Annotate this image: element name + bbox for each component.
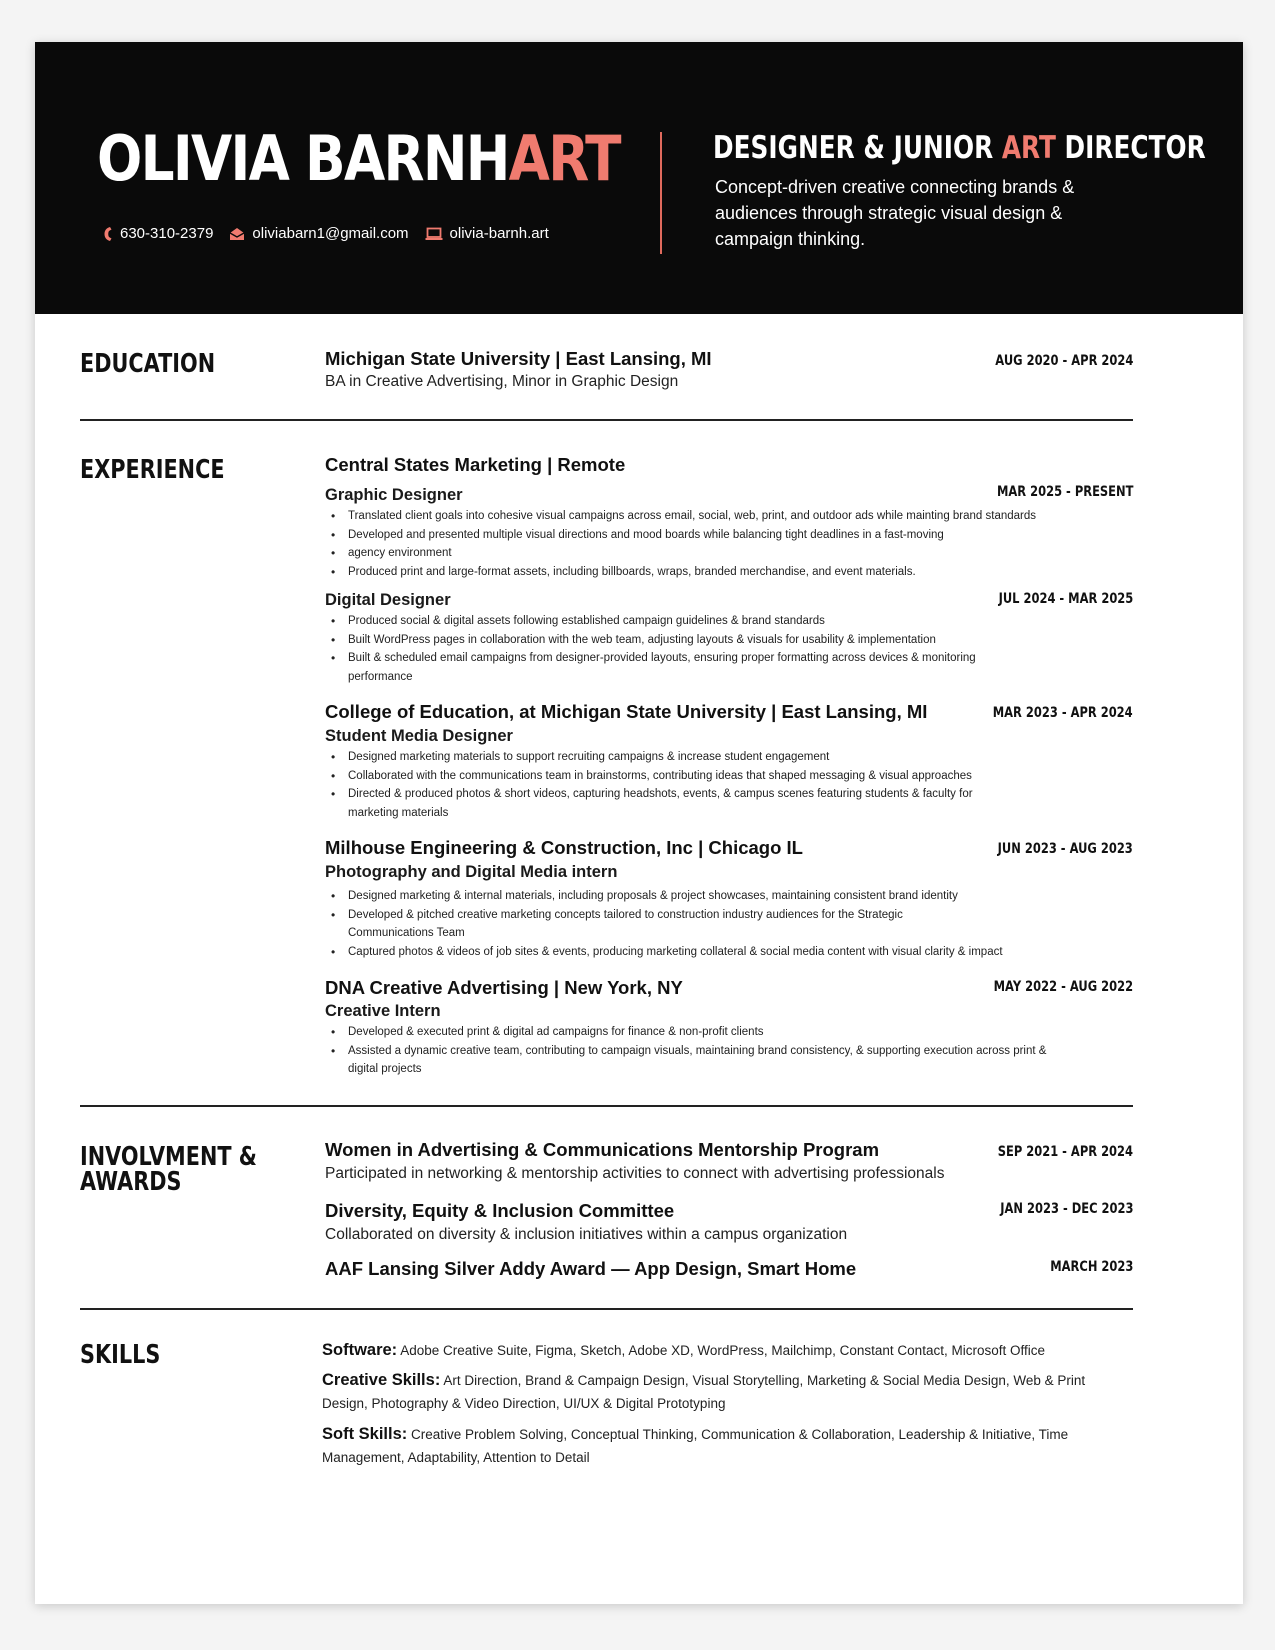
education-school: Michigan State University | East Lansing, MI bbox=[325, 348, 712, 369]
job-bullets bbox=[328, 1023, 1118, 1079]
email-text: oliviabarn1@gmail.com bbox=[252, 225, 409, 242]
education-heading: EDUCATION bbox=[80, 349, 216, 379]
job-date: JUN 2023 - AUG 2023 bbox=[997, 841, 1133, 857]
job-company: Milhouse Engineering & Construction, Inc | Chicago IL bbox=[325, 837, 803, 858]
education-degree: BA in Creative Advertising, Minor in Graphic Design bbox=[325, 373, 679, 390]
bullet: • Directed & produced photos & short videos, capturing headshots, events, & campus scenes featuring students & faculty for marketing materials bbox=[328, 785, 1018, 822]
involvement-heading-line1: INVOLVMENT & bbox=[80, 1142, 257, 1172]
award-title: AAF Lansing Silver Addy Award — App Design, Smart Home bbox=[325, 1258, 857, 1279]
job-date: MAR 2023 - APR 2024 bbox=[993, 705, 1133, 721]
job-role: Creative Intern bbox=[325, 1002, 441, 1020]
bullet: • Produced print and large-format assets, including billboards, wraps, branded merchandise, and event materials. bbox=[328, 563, 1118, 582]
bullet: • Designed marketing materials to support recruiting campaigns & increase student engagement bbox=[328, 748, 1118, 767]
experience-heading: EXPERIENCE bbox=[80, 455, 225, 485]
resume-page bbox=[35, 42, 1243, 1604]
mail-icon bbox=[229, 227, 245, 241]
contact-phone bbox=[103, 225, 213, 242]
header-divider bbox=[660, 132, 662, 254]
job-role: Digital Designer bbox=[325, 591, 451, 609]
bullet: • Collaborated with the communications team in brainstorms, contributing ideas that shaped messaging & visual approaches bbox=[328, 767, 1118, 786]
bullet: • Developed & pitched creative marketing concepts tailored to construction industry audiences for the Strategic Communications Team bbox=[328, 906, 968, 943]
contact-info bbox=[103, 225, 549, 242]
involvement-heading bbox=[80, 1142, 257, 1197]
skills-heading: SKILLS bbox=[80, 1340, 161, 1370]
laptop-icon bbox=[425, 227, 443, 241]
job-date: MAY 2022 - AUG 2022 bbox=[993, 979, 1133, 995]
candidate-name bbox=[97, 124, 620, 194]
website-text: olivia-barnh.art bbox=[449, 225, 549, 242]
phone-text: 630-310-2379 bbox=[120, 225, 214, 242]
skill-creative bbox=[322, 1369, 1122, 1415]
job-date: MAR 2025 - PRESENT bbox=[996, 484, 1133, 500]
involvement-title: Diversity, Equity & Inclusion Committee bbox=[325, 1200, 675, 1221]
job-company: DNA Creative Advertising | New York, NY bbox=[325, 977, 683, 998]
skill-text: Creative Problem Solving, Conceptual Thinking, Communication & Collaboration, Leadership & Initiative, Time Management, Adaptability, Attention to Detail bbox=[322, 1427, 1069, 1465]
involvement-desc: Collaborated on diversity & inclusion initiatives within a campus organization bbox=[325, 1226, 848, 1243]
award-date: MARCH 2023 bbox=[1049, 1259, 1133, 1275]
section-divider bbox=[80, 1105, 1133, 1107]
job-headline bbox=[713, 130, 1206, 166]
bullet: • Produced social & digital assets following established campaign guidelines & brand standards bbox=[328, 612, 1118, 631]
job-bullets bbox=[328, 887, 1118, 962]
phone-icon bbox=[103, 226, 113, 242]
bullet: • Captured photos & videos of job sites & events, producing marketing collateral & social media content with visual clarity & impact bbox=[328, 943, 1118, 962]
bullet: • agency environment bbox=[328, 544, 1118, 563]
job-bullets bbox=[328, 612, 1118, 687]
bullet: • Designed marketing & internal materials, including proposals & project showcases, maintaining consistent brand identity bbox=[328, 887, 1118, 906]
bullet: • Translated client goals into cohesive visual campaigns across email, social, web, print, and outdoor ads while mainting brand standards bbox=[328, 507, 1118, 526]
skill-text: Art Direction, Brand & Campaign Design, Visual Storytelling, Marketing & Social Media Design, Web & Print Design, Photography & Video Direction, UI/UX & Digital Prototyping bbox=[322, 1373, 1086, 1411]
bullet: • Built & scheduled email campaigns from designer-provided layouts, ensuring proper formatting across devices & monitoring performance bbox=[328, 649, 988, 686]
bullet: • Assisted a dynamic creative team, contributing to campaign visuals, maintaining brand consistency, & supporting execution across print & digital projects bbox=[328, 1042, 1048, 1079]
involvement-date: SEP 2021 - APR 2024 bbox=[997, 1144, 1133, 1160]
job-company: Central States Marketing | Remote bbox=[325, 454, 626, 475]
skill-software bbox=[322, 1339, 1122, 1362]
bullet: • Built WordPress pages in collaboration with the web team, adjusting layouts & visuals for usability & implementation bbox=[328, 631, 1118, 650]
bullet: • Developed & executed print & digital ad campaigns for finance & non-profit clients bbox=[328, 1023, 1118, 1042]
headline-accent: ART bbox=[1001, 130, 1056, 166]
job-bullets bbox=[328, 507, 1118, 582]
involvement-title: Women in Advertising & Communications Mentorship Program bbox=[325, 1139, 880, 1160]
headline-part2: DIRECTOR bbox=[1055, 130, 1206, 166]
resume-header bbox=[35, 42, 1243, 314]
skill-soft bbox=[322, 1423, 1122, 1469]
name-main: OLIVIA BARNH bbox=[97, 122, 509, 195]
skill-text: Adobe Creative Suite, Figma, Sketch, Adobe XD, WordPress, Mailchimp, Constant Contact, Microsoft Office bbox=[400, 1343, 1045, 1358]
job-role: Photography and Digital Media intern bbox=[325, 863, 618, 881]
skill-label: Creative Skills: bbox=[322, 1371, 441, 1389]
job-date: JUL 2024 - MAR 2025 bbox=[998, 591, 1133, 607]
skill-label: Software: bbox=[322, 1341, 398, 1359]
involvement-heading-line2: AWARDS bbox=[80, 1167, 182, 1197]
involvement-date: JAN 2023 - DEC 2023 bbox=[999, 1201, 1133, 1217]
involvement-desc: Participated in networking & mentorship activities to connect with advertising professionals bbox=[325, 1165, 945, 1182]
contact-website bbox=[425, 225, 549, 242]
job-company: College of Education, at Michigan State University | East Lansing, MI bbox=[325, 701, 928, 722]
job-role: Student Media Designer bbox=[325, 727, 513, 745]
headline-part1: DESIGNER & JUNIOR bbox=[713, 130, 1002, 166]
section-divider bbox=[80, 419, 1133, 421]
job-bullets bbox=[328, 748, 1118, 823]
contact-email bbox=[229, 225, 408, 242]
job-role: Graphic Designer bbox=[325, 486, 463, 504]
education-date: AUG 2020 - APR 2024 bbox=[994, 353, 1133, 369]
skill-label: Soft Skills: bbox=[322, 1425, 408, 1443]
name-accent: ART bbox=[508, 122, 620, 195]
tagline: Concept-driven creative connecting brands & audiences through strategic visual design & campaign thinking. bbox=[715, 177, 1075, 249]
section-divider bbox=[80, 1308, 1133, 1310]
bullet: • Developed and presented multiple visual directions and mood boards while balancing tight deadlines in a fast-moving bbox=[328, 526, 1118, 545]
